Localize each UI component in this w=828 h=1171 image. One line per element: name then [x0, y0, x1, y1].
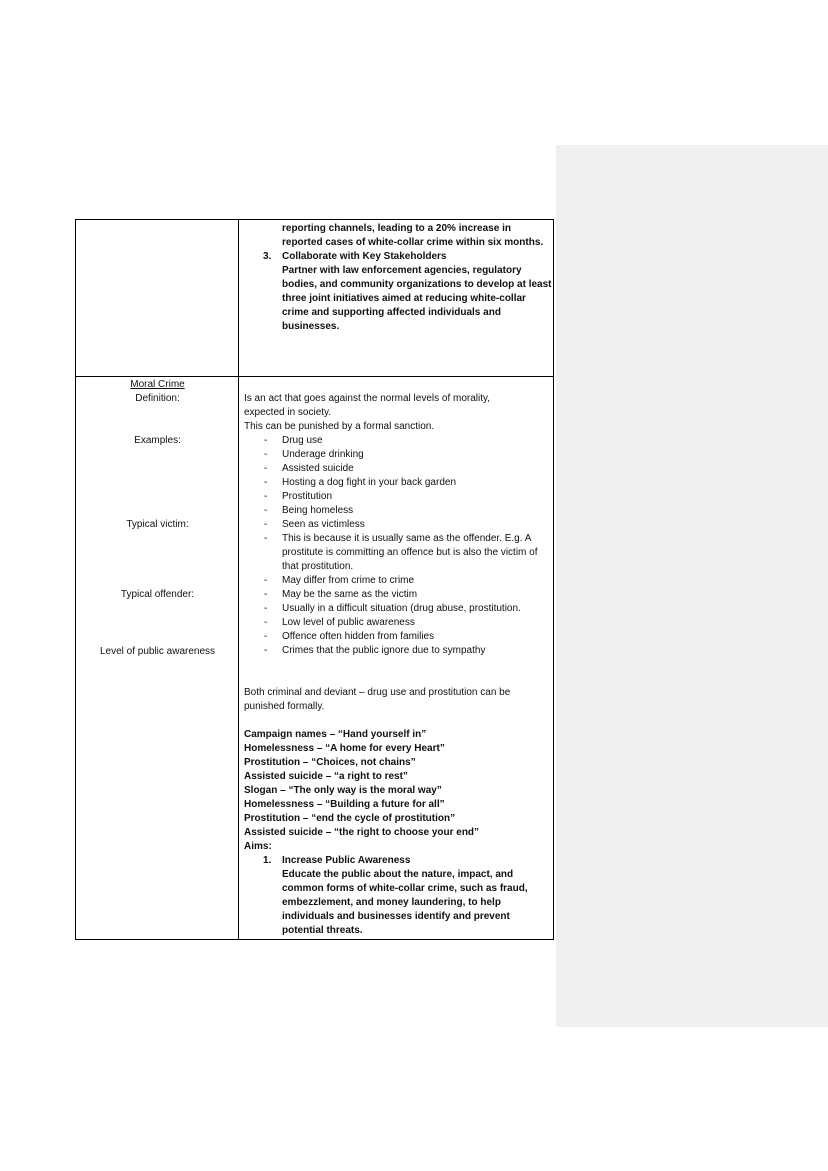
label-examples: Examples: — [134, 435, 181, 446]
campaign-line: Slogan – “The only way is the moral way” — [244, 785, 442, 796]
list-item-heading: Collaborate with Key Stakeholders — [282, 251, 447, 262]
dash-bullet: - — [264, 617, 268, 628]
list-item-text: Low level of public awareness — [282, 617, 415, 628]
section-title: Moral Crime — [130, 379, 185, 390]
dash-bullet: - — [264, 575, 268, 586]
dash-bullet: - — [264, 645, 268, 656]
list-item — [244, 476, 549, 490]
document-table — [75, 219, 554, 940]
campaign-line: Assisted suicide – “a right to rest” — [244, 771, 408, 782]
label-typical-offender: Typical offender: — [120, 589, 195, 600]
dash-bullet: - — [264, 435, 268, 446]
aims-list — [263, 854, 553, 938]
dash-bullet: - — [264, 603, 268, 614]
list-item-text: Offence often hidden from families — [282, 631, 435, 642]
labels-cell — [76, 377, 239, 939]
list-item — [263, 854, 553, 938]
campaign-line: Homelessness – “A home for every Heart” — [244, 743, 445, 754]
continued-aims-cell — [239, 220, 553, 376]
dash-bullet: - — [264, 449, 268, 460]
dash-bullet: - — [264, 505, 268, 516]
criminal-deviant-text: Both criminal and deviant – drug use and prostitution can be punished formally. — [244, 687, 511, 712]
list-item-body: Partner with law enforcement agencies, regulatory bodies, and community organizations to develop at least three joint initiatives aimed at reducing white-collar crime and supporting affected individuals and businesses. — [282, 265, 552, 332]
examples-list — [244, 434, 549, 658]
campaign-line: Prostitution – “end the cycle of prostitution” — [244, 813, 456, 824]
list-item-text: May be the same as the victim — [282, 589, 418, 600]
list-item-text: This is because it is usually same as the offender. E.g. A prostitute is committing an offence but is also the victim of that prostitution. — [282, 533, 538, 572]
list-item — [244, 588, 549, 602]
list-item — [244, 504, 549, 518]
list-item — [244, 532, 549, 574]
list-item-body: Educate the public about the nature, impact, and common forms of white-collar crime, such as fraud, embezzlement, and money laundering, to help individuals and businesses identify and prevent potential threats. — [282, 869, 528, 936]
dash-bullet: - — [264, 589, 268, 600]
content-cell — [239, 377, 553, 939]
dash-bullet: - — [264, 463, 268, 474]
list-item-text: Drug use — [282, 435, 323, 446]
list-item — [244, 462, 549, 476]
list-item — [244, 602, 549, 616]
label-public-awareness: Level of public awareness — [99, 646, 216, 657]
list-item — [244, 616, 549, 630]
label-typical-victim: Typical victim: — [126, 519, 189, 530]
dash-bullet: - — [264, 477, 268, 488]
list-item-text: May differ from crime to crime — [282, 575, 415, 586]
list-number: 3. — [263, 251, 272, 262]
dash-bullet: - — [264, 491, 268, 502]
list-item-text: Hosting a dog fight in your back garden — [282, 477, 456, 488]
list-item — [244, 518, 549, 532]
definition-line: expected in society. — [244, 407, 332, 418]
comment-pane — [556, 145, 828, 1027]
campaign-line: Aims: — [244, 841, 272, 852]
definition-line: Is an act that goes against the normal levels of morality, — [244, 393, 491, 404]
definition-line: This can be punished by a formal sanction. — [244, 421, 435, 432]
dash-bullet: - — [264, 533, 268, 544]
campaign-line: Campaign names – “Hand yourself in” — [244, 729, 427, 740]
list-number: 1. — [263, 855, 272, 866]
dash-bullet: - — [264, 631, 268, 642]
list-item-text: Usually in a difficult situation (drug abuse, prostitution. — [282, 603, 521, 614]
list-item — [244, 574, 549, 588]
table-row-moral-crime — [76, 376, 553, 939]
dash-bullet: - — [264, 519, 268, 530]
list-item-heading: Increase Public Awareness — [282, 855, 411, 866]
campaign-list — [244, 728, 549, 854]
campaign-line: Homelessness – “Building a future for all” — [244, 799, 445, 810]
table-row-continued — [76, 220, 553, 376]
list-item-text: Being homeless — [282, 505, 354, 516]
list-item — [244, 490, 549, 504]
campaign-line: Prostitution – “Choices, not chains” — [244, 757, 416, 768]
continued-text: reporting channels, leading to a 20% increase in reported cases of white-collar crime within six months. — [282, 223, 544, 248]
list-item-text: Prostitution — [282, 491, 333, 502]
definition-text — [244, 392, 549, 434]
list-item — [244, 434, 549, 448]
numbered-list-continued — [263, 222, 553, 334]
empty-left-cell — [76, 220, 239, 376]
list-item — [263, 250, 553, 334]
list-item — [244, 644, 549, 658]
list-item — [244, 448, 549, 462]
list-item-text: Seen as victimless — [282, 519, 365, 530]
list-item-text: Underage drinking — [282, 449, 364, 460]
list-item — [244, 630, 549, 644]
list-item-text: Assisted suicide — [282, 463, 354, 474]
campaign-line: Assisted suicide – “the right to choose your end” — [244, 827, 480, 838]
label-definition: Definition: — [135, 393, 180, 404]
list-item-text: Crimes that the public ignore due to sympathy — [282, 645, 486, 656]
